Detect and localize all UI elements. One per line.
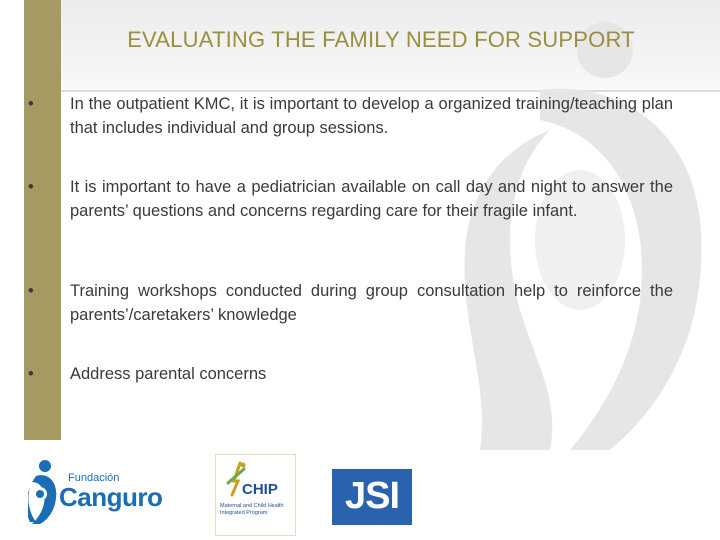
- jsi-logo-text: JSI: [344, 475, 400, 517]
- canguro-logo: [28, 458, 178, 528]
- bullet-text: It is important to have a pediatrician available on call day and night to answer the parents’ questions and concerns regarding care for their fragile infant.: [70, 178, 673, 220]
- canguro-logo-icon: [28, 458, 60, 524]
- bullet-marker: •: [28, 365, 34, 383]
- bullet-marker: •: [28, 95, 34, 113]
- bullet-text: Training workshops conducted during group consultation help to reinforce the parents’/caretakers’ knowledge: [70, 282, 673, 324]
- canguro-logo-small-text: Fundación: [68, 472, 120, 484]
- bullet-text: Address parental concerns: [70, 365, 267, 383]
- slide-title: EVALUATING THE FAMILY NEED FOR SUPPORT: [127, 27, 635, 52]
- bullet-marker: •: [28, 282, 34, 300]
- ichip-logo: [215, 454, 296, 536]
- canguro-logo-name: Canguro: [59, 482, 163, 512]
- logo-strip: [0, 440, 720, 540]
- bullet-text: In the outpatient KMC, it is important to develop a organized training/teaching plan that includes individual and group sessions.: [70, 95, 673, 137]
- ichip-logo-subtitle: Maternal and Child Health Integrated Program: [220, 503, 284, 516]
- jsi-logo-icon: [332, 469, 412, 525]
- bullet-marker: •: [28, 178, 34, 196]
- ichip-logo-name: CHIP: [242, 481, 278, 498]
